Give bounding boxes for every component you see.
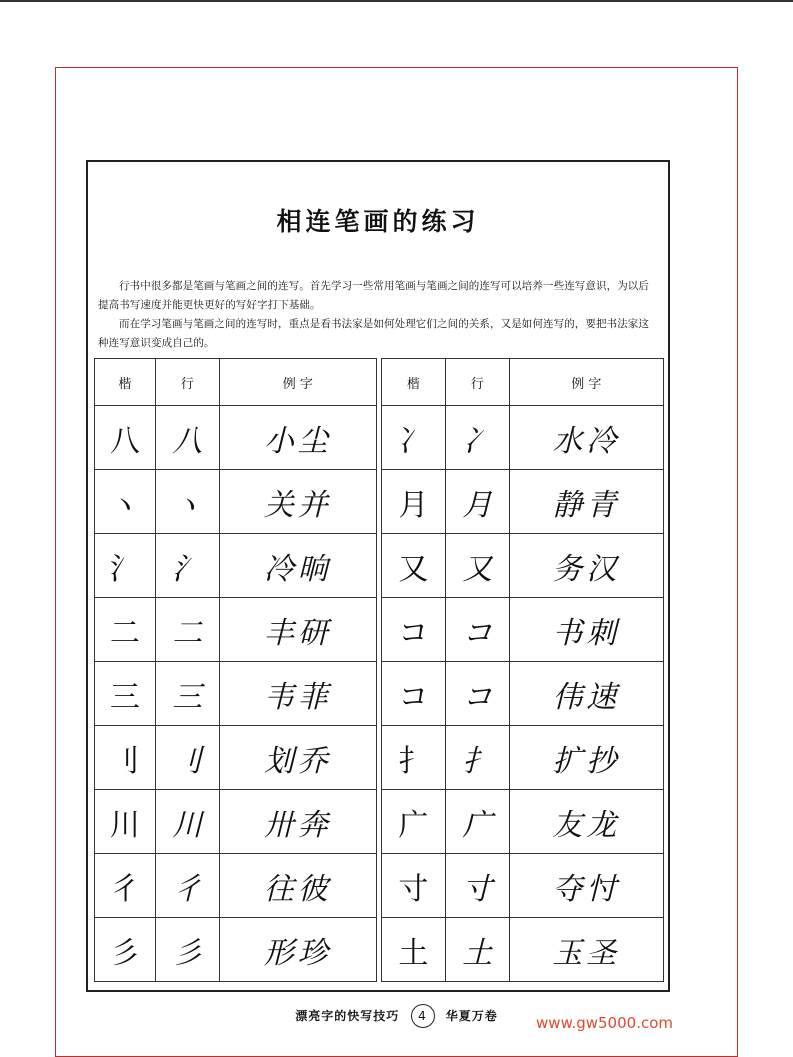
kai-cell: 二 <box>95 598 156 662</box>
table-row <box>382 726 664 790</box>
table-header-row <box>382 359 664 406</box>
example-cell: 扩抄 <box>509 726 663 790</box>
example-cell: 冷晌 <box>219 534 376 598</box>
xing-cell: 土 <box>445 918 509 982</box>
kai-cell: 扌 <box>382 726 446 790</box>
kai-cell: 又 <box>382 534 446 598</box>
example-cell: 友龙 <box>509 790 663 854</box>
example-cell: 形珍 <box>219 918 376 982</box>
table-row <box>382 406 664 470</box>
example-cell: 划乔 <box>219 726 376 790</box>
xing-cell: 月 <box>445 470 509 534</box>
header-kai: 楷 <box>95 359 156 406</box>
xing-cell: 刂 <box>155 726 219 790</box>
xing-cell: ヽ <box>155 470 219 534</box>
table-row <box>382 662 664 726</box>
kai-cell: 刂 <box>95 726 156 790</box>
table-row <box>95 534 377 598</box>
xing-cell: 彳 <box>155 854 219 918</box>
kai-cell: 土 <box>382 918 446 982</box>
example-cell: 往彼 <box>219 854 376 918</box>
site-watermark: www.gw5000.com <box>536 1014 673 1032</box>
kai-cell: 冫 <box>382 406 446 470</box>
xing-cell: 彡 <box>155 918 219 982</box>
table-row <box>95 726 377 790</box>
page-title: 相连笔画的练习 <box>276 207 480 236</box>
table-row <box>95 918 377 982</box>
kai-cell: コ <box>382 598 446 662</box>
kai-cell: 月 <box>382 470 446 534</box>
xing-cell: 扌 <box>445 726 509 790</box>
book-title: 漂亮字的快写技巧 <box>295 1009 400 1023</box>
kai-cell: 三 <box>95 662 156 726</box>
kai-cell: 彡 <box>95 918 156 982</box>
table-row <box>95 854 377 918</box>
xing-cell: 寸 <box>445 854 509 918</box>
top-rule <box>0 0 793 2</box>
header-kai: 楷 <box>382 359 446 406</box>
table-row <box>382 918 664 982</box>
kai-cell: コ <box>382 662 446 726</box>
xing-cell: コ <box>445 598 509 662</box>
xing-cell: コ <box>445 662 509 726</box>
kai-cell: 广 <box>382 790 446 854</box>
xing-cell: 又 <box>445 534 509 598</box>
kai-cell: ヽ <box>95 470 156 534</box>
example-cell: 书刺 <box>509 598 663 662</box>
xing-cell: 三 <box>155 662 219 726</box>
publisher-name: 华夏万卷 <box>445 1009 498 1023</box>
example-cell: 玉圣 <box>509 918 663 982</box>
example-cell: 丰研 <box>219 598 376 662</box>
example-cell: 静青 <box>509 470 663 534</box>
xing-cell: 广 <box>445 790 509 854</box>
table-header-row <box>95 359 377 406</box>
header-example: 例 字 <box>219 359 376 406</box>
example-cell: 务汉 <box>509 534 663 598</box>
example-cell: 小尘 <box>219 406 376 470</box>
kai-cell: 寸 <box>382 854 446 918</box>
table-row <box>382 854 664 918</box>
table-row <box>95 406 377 470</box>
table-row <box>382 790 664 854</box>
intro-text <box>98 277 658 353</box>
example-cell: 卅奔 <box>219 790 376 854</box>
xing-cell: 八 <box>155 406 219 470</box>
kai-cell: 川 <box>95 790 156 854</box>
table-row <box>95 470 377 534</box>
kai-cell: 彳 <box>95 854 156 918</box>
table-row <box>95 662 377 726</box>
practice-table-right <box>381 358 664 982</box>
example-cell: 夺忖 <box>509 854 663 918</box>
table-row <box>95 598 377 662</box>
page-number: 4 <box>411 1004 435 1028</box>
header-xing: 行 <box>155 359 219 406</box>
kai-cell: 氵 <box>95 534 156 598</box>
practice-table-left <box>94 358 377 982</box>
table-row <box>382 598 664 662</box>
xing-cell: 二 <box>155 598 219 662</box>
intro-paragraph-2: 而在学习笔画与笔画之间的连写时，重点是看书法家是如何处理它们之间的关系，又是如何连写的，要把书法家这种连写意识变成自己的。 <box>98 318 649 349</box>
page-footer <box>0 1004 793 1028</box>
xing-cell: 川 <box>155 790 219 854</box>
kai-cell: 八 <box>95 406 156 470</box>
xing-cell: 冫 <box>445 406 509 470</box>
example-cell: 关并 <box>219 470 376 534</box>
table-row <box>382 470 664 534</box>
intro-paragraph-1: 行书中很多都是笔画与笔画之间的连写。首先学习一些常用笔画与笔画之间的连写可以培养一些连写意识，为以后提高书写速度并能更快更好的写好字打下基础。 <box>98 280 649 311</box>
workbook-page <box>86 160 670 992</box>
example-cell: 韦菲 <box>219 662 376 726</box>
table-row <box>95 790 377 854</box>
example-cell: 水冷 <box>509 406 663 470</box>
header-example: 例 字 <box>509 359 663 406</box>
header-xing: 行 <box>445 359 509 406</box>
xing-cell: 氵 <box>155 534 219 598</box>
example-cell: 伟速 <box>509 662 663 726</box>
table-row <box>382 534 664 598</box>
